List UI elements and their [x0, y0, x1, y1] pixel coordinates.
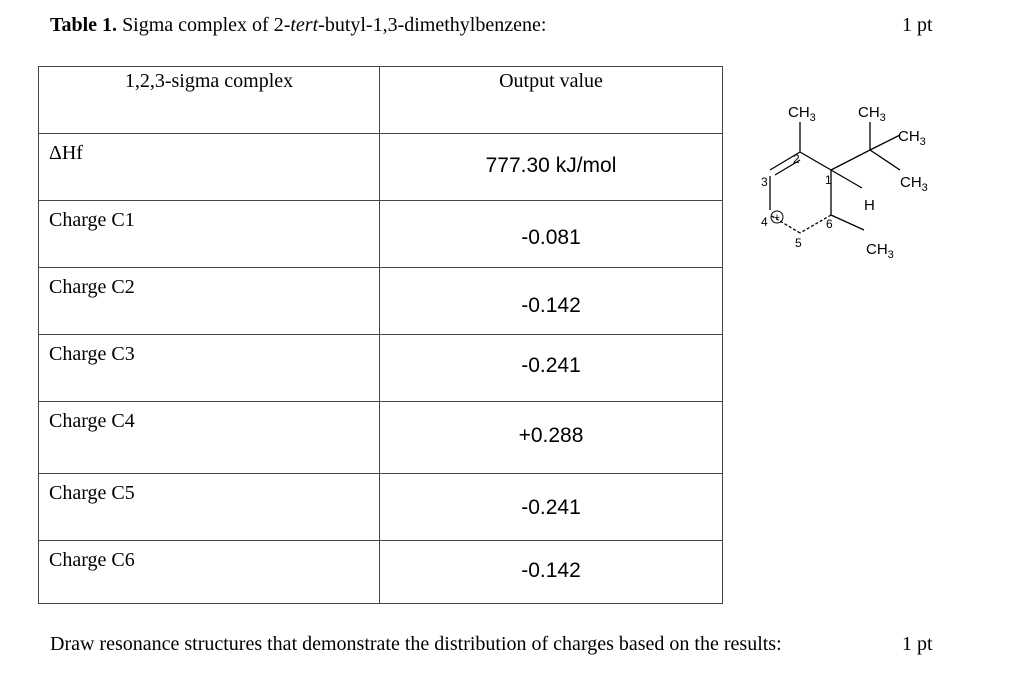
header-right-text: Output value [499, 70, 603, 92]
resonance-instruction [50, 633, 933, 656]
table-row [39, 335, 723, 402]
table-row [39, 268, 723, 335]
row-value-cell [380, 201, 723, 268]
header-cell-right [380, 67, 723, 134]
row-value: -0.241 [521, 354, 581, 377]
title-text-part-1: Sigma complex of 2- [117, 14, 291, 36]
row-label-cell [39, 474, 380, 541]
row-label-cell [39, 201, 380, 268]
row-value-cell [380, 134, 723, 201]
ring-bonds [770, 122, 900, 233]
row-label: Charge C3 [49, 343, 135, 365]
title-italic-part: tert [290, 14, 319, 36]
svg-text:+: + [773, 212, 781, 224]
ring-number-3: 3 [761, 175, 768, 189]
row-value: -0.081 [521, 226, 581, 249]
row-value: -0.142 [521, 294, 581, 317]
ch3-label-c2: $CH_3$ [788, 104, 816, 124]
ch3-label-tbu-upper: $CH_3$ [898, 128, 926, 148]
row-label-cell [39, 335, 380, 402]
row-value: -0.241 [521, 496, 581, 519]
row-label-cell [39, 541, 380, 604]
table-header-row [39, 67, 723, 134]
ring-number-4: 4 [761, 215, 768, 229]
points-label-top: 1 pt [902, 14, 933, 36]
instruction-text: Draw resonance structures that demonstrate the distribution of charges based on the results: [50, 633, 782, 655]
row-value-cell [380, 268, 723, 335]
header-cell-left [39, 67, 380, 134]
row-label-cell [39, 134, 380, 201]
row-value-cell [380, 474, 723, 541]
row-value-cell [380, 402, 723, 474]
row-value: +0.288 [518, 424, 584, 447]
ch3-label-tbu-top: $CH_3$ [858, 104, 886, 124]
structure-labels [788, 104, 928, 261]
points-label-bottom: 1 pt [902, 633, 933, 655]
ch3-label-c6: $CH_3$ [866, 241, 894, 261]
header-left-text: 1,2,3-sigma complex [124, 70, 294, 92]
table-row [39, 541, 723, 604]
row-value-cell [380, 335, 723, 402]
row-label: Charge C5 [49, 482, 135, 504]
ring-number-6: 6 [826, 217, 833, 231]
ring-numbers [761, 152, 833, 250]
table-number: Table 1. [50, 14, 118, 36]
table-row [39, 474, 723, 541]
table-title [50, 14, 546, 37]
row-value: -0.142 [521, 559, 581, 582]
ring-number-2: 2 [793, 152, 800, 166]
table-row [39, 134, 723, 201]
ch3-label-tbu-lower: $CH_3$ [900, 174, 928, 194]
title-text-part-2: -butyl-1,3-dimethylbenzene: [318, 14, 547, 36]
row-label: Charge C2 [49, 276, 135, 298]
sigma-complex-table [38, 66, 723, 604]
row-label-cell [39, 402, 380, 474]
ring-number-5: 5 [795, 236, 802, 250]
hydrogen-label: H [864, 197, 875, 214]
row-label: Charge C1 [49, 209, 135, 231]
row-label: Charge C4 [49, 410, 135, 432]
ring-number-1: 1 [825, 173, 832, 187]
sigma-complex-structure [740, 90, 960, 270]
row-label: ΔHf [49, 142, 83, 164]
row-value: 777.30 kJ/mol [485, 154, 617, 177]
table-row [39, 201, 723, 268]
row-value-cell [380, 541, 723, 604]
row-label: Charge C6 [49, 549, 135, 571]
row-label-cell [39, 268, 380, 335]
table-row [39, 402, 723, 474]
